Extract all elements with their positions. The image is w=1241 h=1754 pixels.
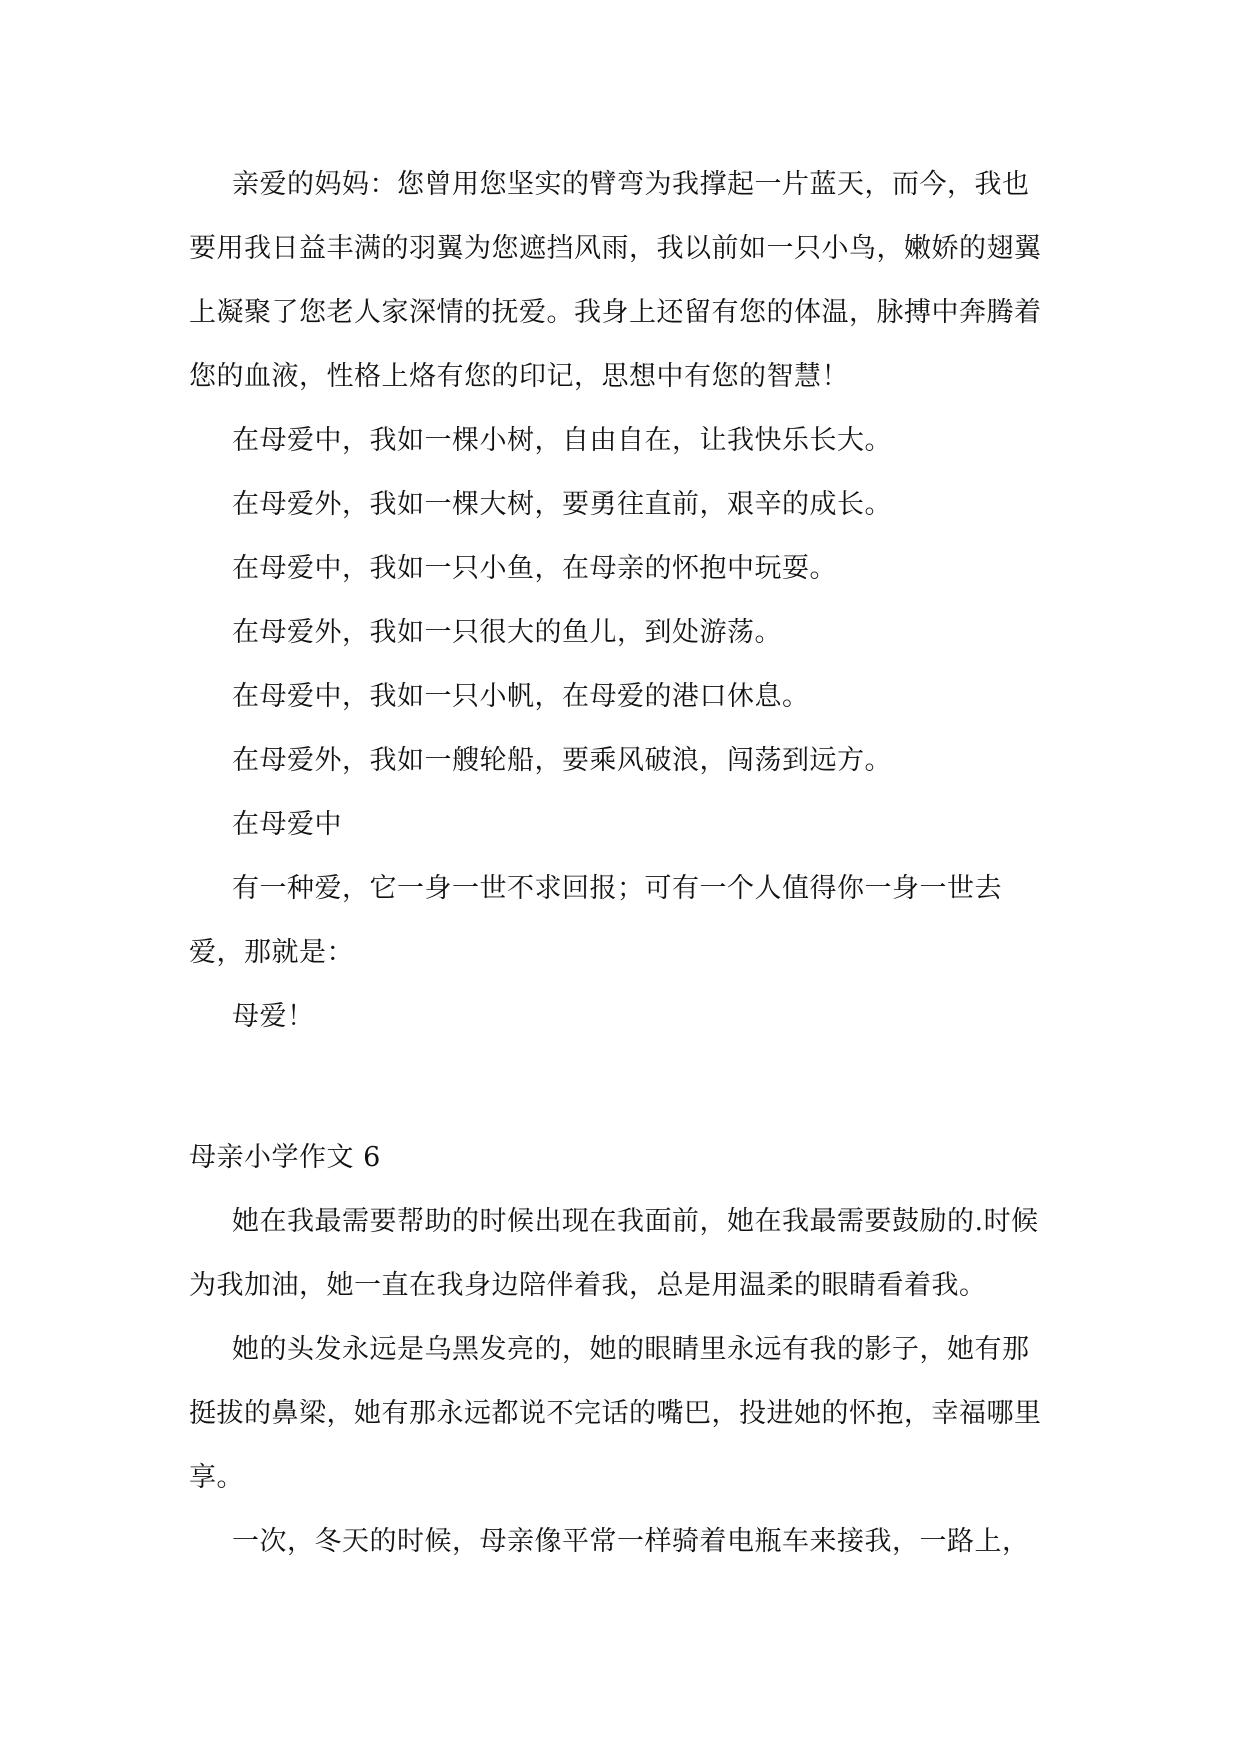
paragraph-winter: 一次，冬天的时候，母亲像平常一样骑着电瓶车来接我，一路上， — [232, 1526, 1030, 1557]
paragraph-big-fish: 在母爱外，我如一只很大的鱼儿，到处游荡。 — [232, 617, 782, 648]
paragraph-small-fish: 在母爱中，我如一只小鱼，在母亲的怀抱中玩耍。 — [232, 553, 837, 584]
paragraph-big-tree: 在母爱外，我如一棵大树，要勇往直前，艰辛的成长。 — [232, 489, 892, 520]
paragraph-her-hair: 她的头发永远是乌黑发亮的，她的眼睛里永远有我的影子，她有那挺拔的鼻梁，她有那永远都说不完话的嘴巴，投进她的怀抱，幸福哪里享。 — [189, 1334, 1042, 1493]
paragraph-small-sail: 在母爱中，我如一只小帆，在母爱的港口休息。 — [232, 681, 810, 712]
paragraph-in-mother-love: 在母爱中 — [232, 809, 342, 840]
essay-top-section — [189, 153, 1053, 1049]
paragraph-one-kind-of-love: 有一种爱，它一身一世不求回报；可有一个人值得你一身一世去爱，那就是： — [189, 873, 1002, 968]
paragraph-she-appeared: 她在我最需要帮助的时候出现在我面前，她在我最需要鼓励的.时候为我加油，她一直在我身边陪伴着我，总是用温柔的眼睛看着我。 — [189, 1206, 1039, 1301]
paragraph-mother-love: 母爱！ — [232, 1001, 315, 1032]
paragraph-dear-mom: 亲爱的妈妈：您曾用您坚实的臂弯为我撑起一片蓝天，而今，我也要用我日益丰满的羽翼为您遮挡风雨，我以前如一只小鸟，嫩娇的翅翼上凝聚了您老人家深情的抚爱。我身上还留有您的体温，脉搏中奔腾着您的血液，性格上烙有您的印记，思想中有您的智慧！ — [189, 169, 1042, 392]
essay-section-6 — [189, 1190, 1053, 1574]
paragraph-ship: 在母爱外，我如一艘轮船，要乘风破浪，闯荡到远方。 — [232, 745, 892, 776]
paragraph-small-tree: 在母爱中，我如一棵小树，自由自在，让我快乐长大。 — [232, 425, 892, 456]
section-title: 母亲小学作文 6 — [189, 1142, 381, 1173]
